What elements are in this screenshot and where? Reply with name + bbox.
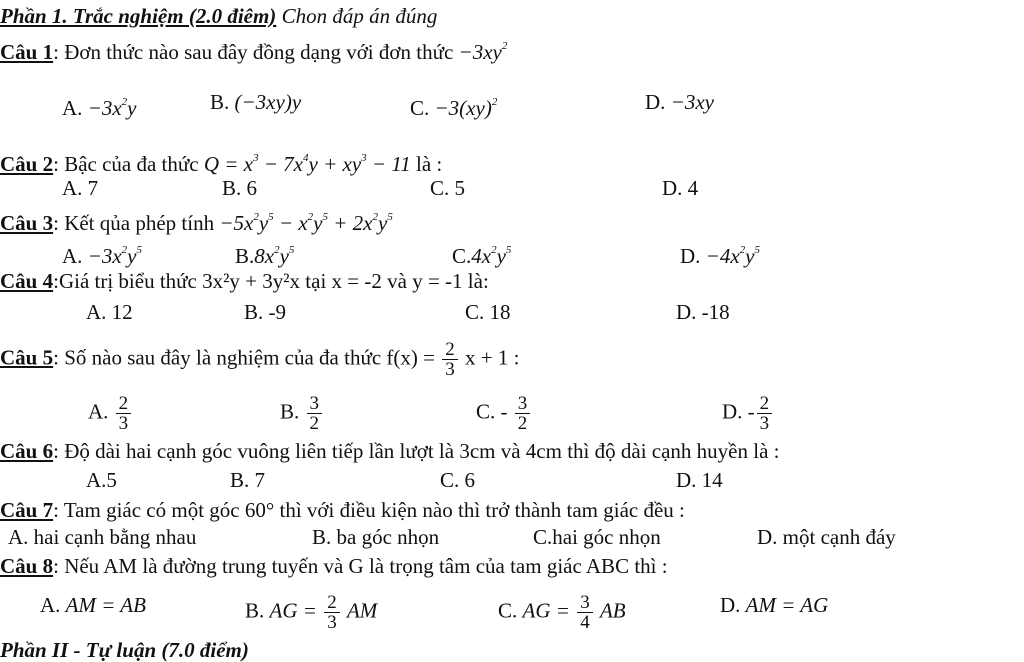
question-5 <box>0 340 519 379</box>
q1-option-a[interactable]: A. $-3x^2y$ <box>62 96 137 120</box>
q6-option-b[interactable]: B. 7 <box>230 468 266 492</box>
q3-label: Câu 3 <box>0 211 54 235</box>
q3-option-b[interactable]: $B.8x^2y^5$ <box>235 244 295 268</box>
part1-title: Phần 1. Trắc nghiệm (2.0 điêm) <box>0 4 277 28</box>
q6-text: : Độ dài hai cạnh góc vuông liên tiếp lần lượt là 3cm và 4cm thì độ dài cạnh huyền là : <box>53 439 780 463</box>
question-1 <box>0 34 507 64</box>
q1-option-c[interactable]: C. −3(xy)$^2$ <box>410 96 498 120</box>
q5-label: Câu 5 <box>0 345 54 370</box>
q3-expression: $-5x^2y^5 - x^2y^5 + 2x^2y^5$ <box>219 211 393 235</box>
q7-option-b[interactable]: B. ba góc nhọn <box>312 525 440 549</box>
q3-text: : Kết qủa phép tính <box>53 211 220 235</box>
q4-option-d[interactable]: D. -18 <box>676 300 730 324</box>
q6-label: Câu 6 <box>0 439 54 463</box>
q7-label: Câu 7 <box>0 498 54 522</box>
q8-option-a[interactable]: A. AM = AB <box>40 593 146 617</box>
q1-option-b[interactable]: B. (−3xy)y <box>210 90 302 114</box>
q2-text: : Bậc của đa thức <box>53 152 204 176</box>
q5-text: : Số nào sau đây là nghiệm của đa thức f(x) = <box>53 345 441 370</box>
q1-label: Câu 1 <box>0 40 54 64</box>
q1-text: : Đơn thức nào sau đây đồng dạng với đơn thức <box>53 40 459 64</box>
q8-text: : Nếu AM là đường trung tuyến và G là trọng tâm của tam giác ABC thì : <box>53 554 668 578</box>
part2-heading <box>0 638 249 662</box>
part1-heading <box>0 4 437 28</box>
q2-option-c[interactable]: C. 5 <box>430 176 466 200</box>
q3-option-c[interactable]: $C.4x^2y^5$ <box>452 244 512 268</box>
q2-option-d[interactable]: D. 4 <box>662 176 699 200</box>
q4-text: :Giá trị biểu thức 3x²y + 3y²x tại x = -2 và y = -1 là: <box>53 269 489 293</box>
q3-option-d[interactable]: D. $-4x^2y^5$ <box>680 244 760 268</box>
q1-expression: $-3xy^2$ <box>458 40 508 64</box>
q4-option-a[interactable]: A. 12 <box>86 300 133 324</box>
q8-option-c[interactable]: C. AG = $\frac{3}{4}$ AB <box>498 592 626 633</box>
q5-option-d[interactable]: D. - $\frac{2}{3}$ <box>722 394 774 433</box>
q6-option-c[interactable]: C. 6 <box>440 468 476 492</box>
q5-option-b[interactable]: B. $\frac{3}{2}$ <box>280 394 324 433</box>
q7-option-c[interactable]: C.hai góc nhọn <box>533 525 661 549</box>
q2-expression: $Q = x^3 - 7x^4y + xy^3 - 11$ <box>203 152 411 176</box>
question-2 <box>0 146 442 176</box>
question-8 <box>0 554 668 578</box>
question-7 <box>0 498 685 522</box>
q4-label: Câu 4 <box>0 269 54 293</box>
question-6 <box>0 439 780 463</box>
q4-option-c[interactable]: C. 18 <box>465 300 511 324</box>
q1-option-d[interactable]: D. −3xy <box>645 90 714 114</box>
q5-option-c[interactable]: C. - $\frac{3}{2}$ <box>476 394 532 433</box>
q7-text: : Tam giác có một góc 60° thì với điều kiện nào thì trở thành tam giác đều : <box>53 498 685 522</box>
q7-option-d[interactable]: D. một cạnh đáy <box>757 525 896 549</box>
q5-option-a[interactable]: A. $\frac{2}{3}$ <box>88 394 133 433</box>
q2-tail: là : <box>410 152 443 176</box>
q5-tail: x + 1 : <box>459 345 520 370</box>
q6-option-d[interactable]: D. 14 <box>676 468 723 492</box>
q8-option-d[interactable]: D. AM = AG <box>720 593 829 617</box>
q5-fraction: $\frac{2}{3}$ <box>442 340 458 379</box>
q8-option-b[interactable]: B. AG = $\frac{2}{3}$ AM <box>245 592 378 633</box>
q2-option-b[interactable]: B. 6 <box>222 176 258 200</box>
q4-option-b[interactable]: B. -9 <box>244 300 286 324</box>
question-4 <box>0 269 489 293</box>
part1-subtitle: Chon đáp án đúng <box>276 4 438 28</box>
part2-title: Phần II - Tự luận (7.0 điểm) <box>0 638 249 662</box>
q7-option-a[interactable]: A. hai cạnh bằng nhau <box>8 525 197 549</box>
q2-option-a[interactable]: A. 7 <box>62 176 99 200</box>
q3-option-a[interactable]: A. $-3x^2y^5$ <box>62 244 142 268</box>
q6-option-a[interactable]: A.5 <box>86 468 117 492</box>
question-3 <box>0 205 393 235</box>
q2-label: Câu 2 <box>0 152 54 176</box>
q8-label: Câu 8 <box>0 554 54 578</box>
